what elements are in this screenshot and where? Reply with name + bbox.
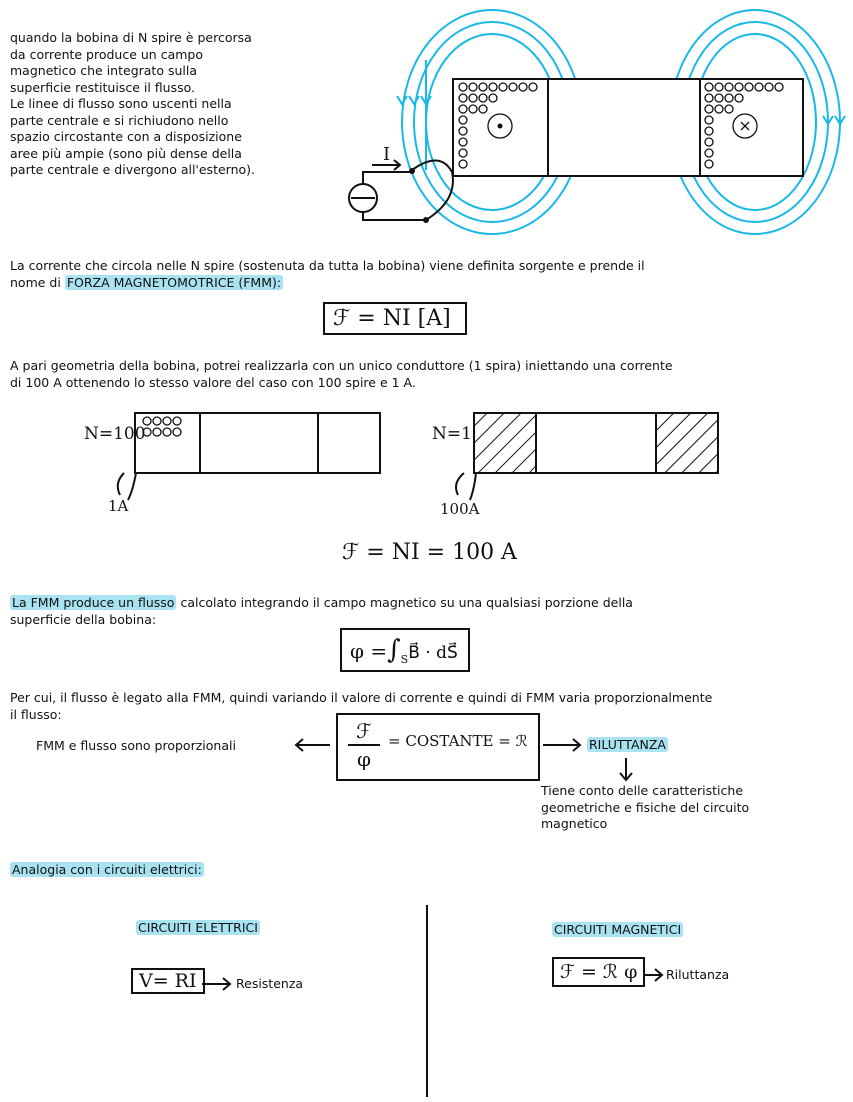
flux-highlight: La FMM produce un flusso xyxy=(12,595,175,610)
analogy-title-highlight: Analogia con i circuiti elettrici: xyxy=(12,862,202,877)
riluttanza-label: Riluttanza xyxy=(666,967,730,982)
flux-integrand: B⃗ · dS⃗ xyxy=(408,643,458,663)
intro-line: superficie restituisce il flusso. xyxy=(10,79,196,95)
fmm-100a-formula: ℱ = NI = 100 A xyxy=(342,540,517,565)
intro-line: quando la bobina di N spire è percorsa xyxy=(10,30,252,45)
magnetic-heading xyxy=(552,922,683,939)
intro-line: da corrente produce un campo xyxy=(10,46,203,62)
proportional-note: FMM e flusso sono proporzionali xyxy=(36,738,236,753)
reluctance-desc-line: geometriche e fisiche del circuito xyxy=(541,799,750,815)
electric-heading-text: CIRCUITI ELETTRICI xyxy=(138,920,258,935)
flux-phi: φ = xyxy=(350,639,388,663)
fmm-text-prefix: nome di xyxy=(10,274,61,290)
constant-equation: = COSTANTE = ℛ xyxy=(388,732,528,750)
magnetic-heading-text: CIRCUITI MAGNETICI xyxy=(554,922,682,937)
reluctance-desc-line: Tiene conto delle caratteristiche xyxy=(541,783,744,798)
geometry-line2: di 100 A ottenendo lo stesso valore del caso con 100 spire e 1 A. xyxy=(10,374,416,390)
flux-line2: superficie della bobina: xyxy=(10,611,157,627)
resistenza-label: Resistenza xyxy=(236,976,304,991)
ohm-law-box: V= RI xyxy=(131,968,205,994)
intro-line: aree più ampie (sono più dense della xyxy=(10,145,242,161)
fraction-numerator: ℱ xyxy=(356,719,372,743)
proportional-line1: Per cui, il flusso è legato alla FMM, quindi variando il valore di corrente e quindi di FMM varia proporzionalmente xyxy=(10,690,713,705)
right-n-label: N=1 xyxy=(432,424,472,444)
fmm-formula-box: ℱ = NI [A] xyxy=(323,302,467,335)
integral-subscript: S xyxy=(400,653,409,666)
intro-line: parte centrale e divergono all'esterno). xyxy=(10,162,256,177)
fraction-denominator: φ xyxy=(356,747,371,771)
right-current-label: 100A xyxy=(440,500,480,518)
fmm-text-line1: La corrente che circola nelle N spire (sostenuta da tutta la bobina) viene definita sorgente e prende il xyxy=(10,258,645,273)
hopkinson-law-box: ℱ = ℛ φ xyxy=(552,957,645,987)
intro-line: magnetico che integrato sulla xyxy=(10,63,197,78)
left-current-label: 1A xyxy=(108,497,129,515)
intro-line: parte centrale e si richiudono nello xyxy=(10,112,229,128)
proportional-line2: il flusso: xyxy=(10,706,62,722)
fmm-highlight: FORZA MAGNETOMOTRICE (FMM): xyxy=(66,274,282,290)
geometry-line1: A pari geometria della bobina, potrei realizzarla con un unico conduttore (1 spira) iniettando una corrente xyxy=(10,358,673,373)
left-n-label: N=100 xyxy=(84,424,146,444)
integral-sign: ∫ xyxy=(387,635,401,665)
reluctance-desc-line: magnetico xyxy=(541,816,608,831)
intro-line: spazio circostante con a disposizione xyxy=(10,129,242,144)
intro-line: Le linee di flusso sono uscenti nella xyxy=(10,96,232,111)
current-label: I xyxy=(383,144,391,165)
flux-text-after: calcolato integrando il campo magnetico su una qualsiasi porzione della xyxy=(176,595,633,610)
reluctance-highlight: RILUTTANZA xyxy=(589,737,666,752)
